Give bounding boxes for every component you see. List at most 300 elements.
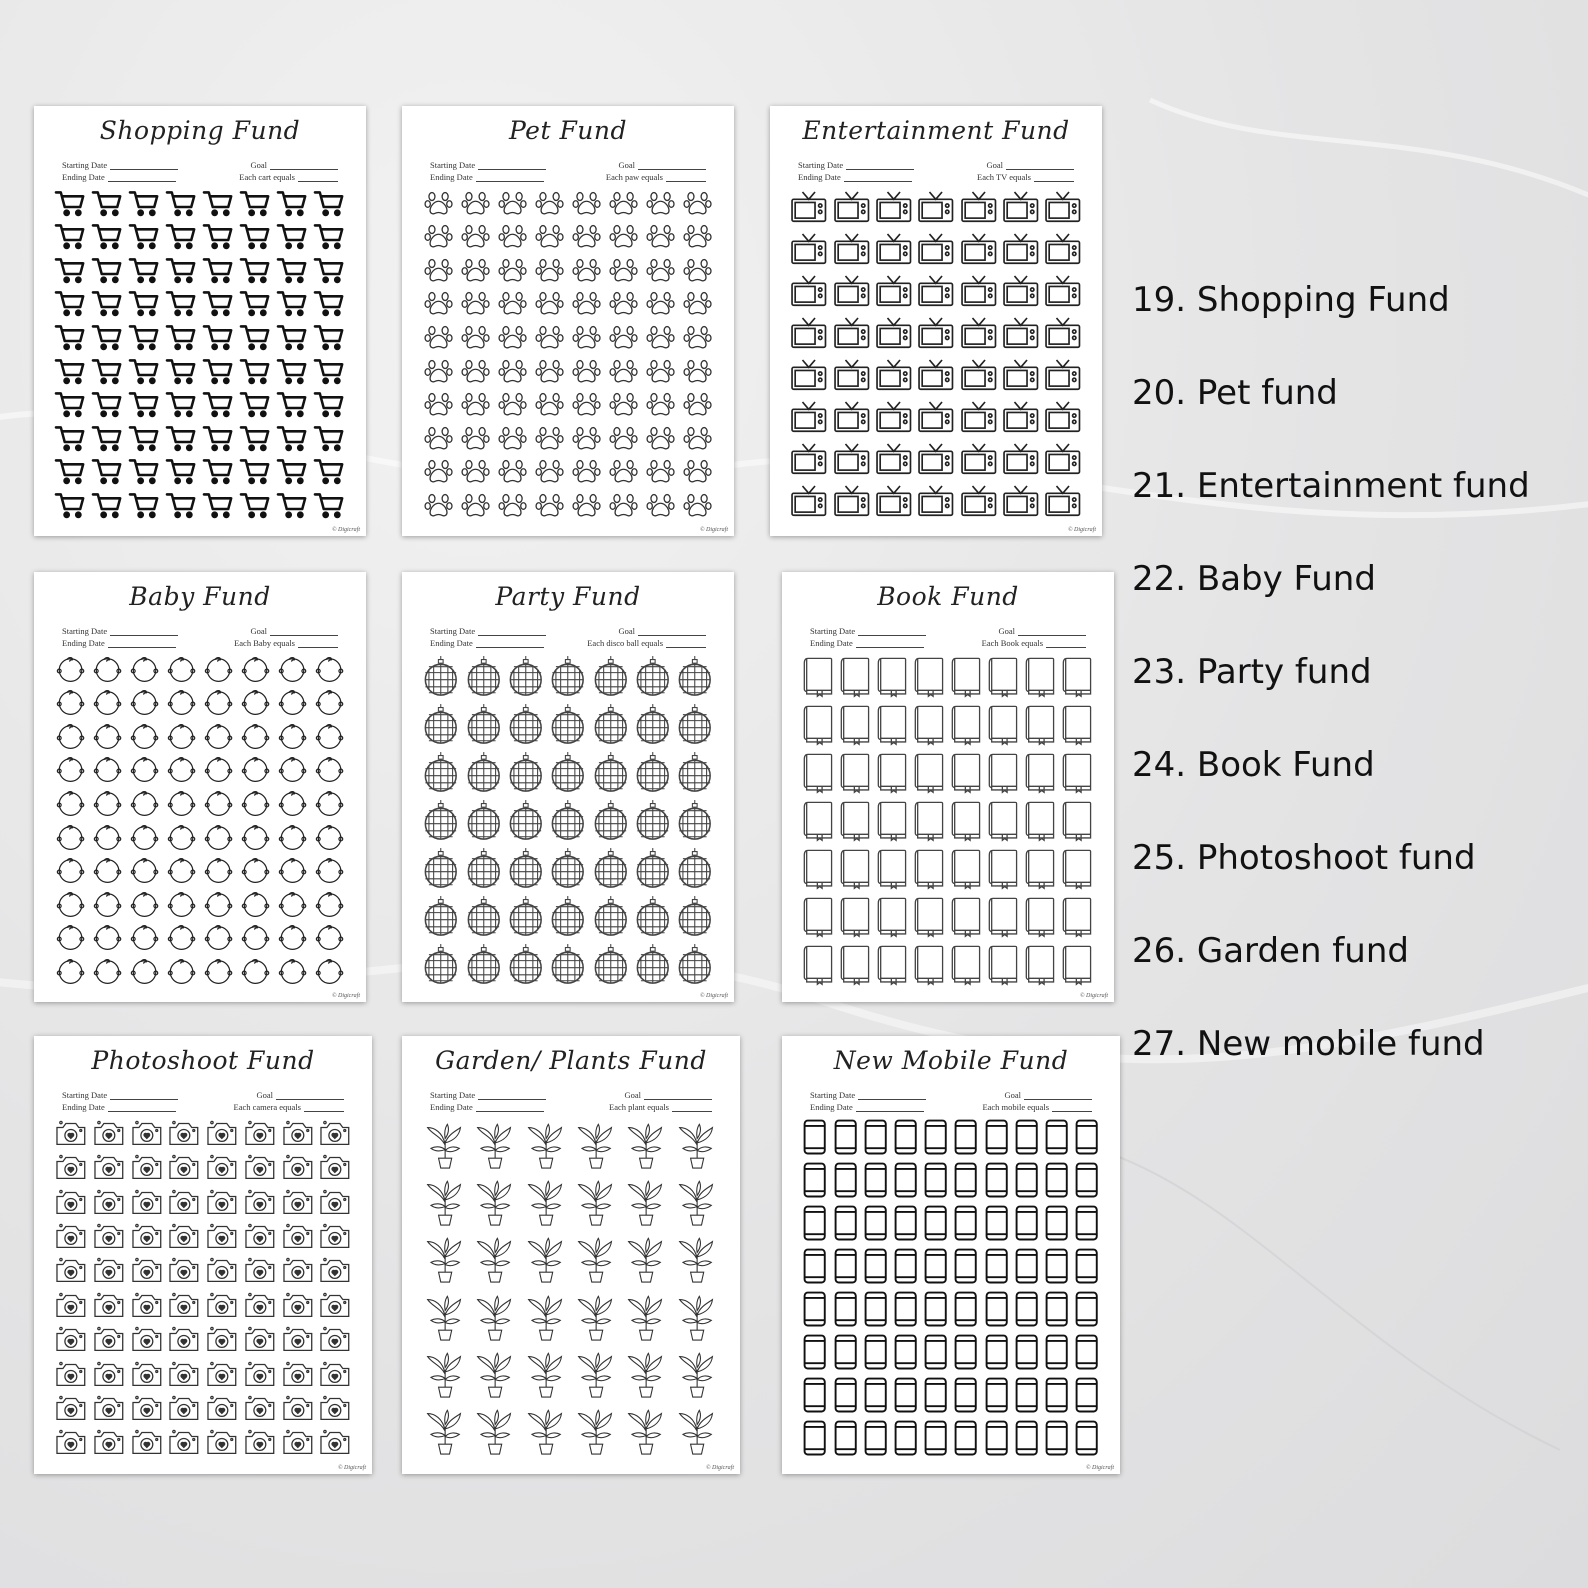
tv-icon: [957, 354, 999, 396]
book-icon: [985, 796, 1022, 844]
fund-sheet-paw: [402, 106, 734, 536]
mobile-phone-icon: [1072, 1417, 1102, 1460]
book-icon: [837, 892, 874, 940]
starting-date-field: [62, 160, 178, 170]
starting-date-field: [430, 160, 546, 170]
each-equals-label: Each cart equals: [239, 172, 295, 182]
sheet-title: Book Fund: [877, 582, 1019, 611]
copyright-mark: © Digicraft: [699, 993, 728, 999]
plant-icon: [571, 1231, 621, 1288]
camera-icon: [52, 1288, 90, 1322]
paw-icon: [568, 388, 605, 422]
meta-row-start: [430, 624, 706, 636]
paw-icon: [457, 455, 494, 489]
book-icon: [800, 748, 837, 796]
disco-ball-icon: [547, 748, 589, 796]
plant-icon: [621, 1116, 671, 1173]
book-icon: [1059, 892, 1096, 940]
disco-ball-icon: [462, 940, 504, 988]
tv-icon: [830, 270, 872, 312]
baby-face-icon: [237, 652, 274, 686]
plant-icon: [672, 1116, 722, 1173]
sheet-title: New Mobile Fund: [833, 1046, 1069, 1075]
starting-date-label: Starting Date: [810, 1090, 856, 1100]
tv-icon: [999, 270, 1041, 312]
baby-face-icon: [311, 719, 348, 753]
baby-face-icon: [274, 753, 311, 787]
paw-icon: [679, 220, 716, 254]
goal-field: [250, 626, 338, 636]
copyright-mark: © Digicraft: [705, 1465, 734, 1471]
meta-row-start: [810, 624, 1086, 636]
cart-icon: [237, 388, 274, 422]
copyright-mark: © Digicraft: [331, 993, 360, 999]
paw-icon: [568, 253, 605, 287]
cart-icon: [200, 186, 237, 220]
mobile-phone-icon: [830, 1331, 860, 1374]
disco-ball-icon: [462, 700, 504, 748]
ending-date-label: Ending Date: [810, 1102, 853, 1112]
cart-icon: [237, 488, 274, 522]
camera-icon: [279, 1391, 317, 1425]
camera-icon: [241, 1288, 279, 1322]
cart-icon: [311, 354, 348, 388]
disco-ball-icon: [674, 748, 716, 796]
disco-ball-icon: [589, 892, 631, 940]
disco-ball-icon: [505, 892, 547, 940]
goal-label: Goal: [618, 160, 635, 170]
tv-icon: [1042, 186, 1084, 228]
mobile-phone-icon: [921, 1159, 951, 1202]
mobile-phone-icon: [891, 1331, 921, 1374]
paw-icon: [457, 220, 494, 254]
paw-icon: [457, 388, 494, 422]
plant-icon: [672, 1403, 722, 1460]
mobile-phone-icon: [1042, 1245, 1072, 1288]
copyright-mark: © Digicraft: [1067, 527, 1096, 533]
paw-icon: [642, 186, 679, 220]
book-icon: [1059, 940, 1096, 988]
plant-icon: [571, 1173, 621, 1230]
camera-icon: [90, 1150, 128, 1184]
cart-icon: [126, 220, 163, 254]
baby-face-icon: [274, 954, 311, 988]
sheet-title: Entertainment Fund: [802, 116, 1070, 145]
mobile-phone-icon: [800, 1331, 830, 1374]
baby-face-icon: [311, 686, 348, 720]
tv-icon: [957, 186, 999, 228]
camera-icon: [241, 1150, 279, 1184]
cart-icon: [200, 220, 237, 254]
paw-icon: [568, 488, 605, 522]
sheet-meta: [810, 1088, 1092, 1112]
tv-icon: [873, 480, 915, 522]
book-icon: [800, 940, 837, 988]
ending-date-label: Ending Date: [62, 638, 105, 648]
baby-face-icon: [274, 652, 311, 686]
goal-label: Goal: [250, 626, 267, 636]
mobile-phone-icon: [981, 1202, 1011, 1245]
book-icon: [911, 892, 948, 940]
list-item-new-mobile-fund: 27. New mobile fund: [1132, 1024, 1485, 1064]
paw-icon: [679, 186, 716, 220]
tv-icon: [999, 228, 1041, 270]
paw-icon: [494, 186, 531, 220]
each-equals-line: [298, 173, 338, 182]
camera-icon: [165, 1288, 203, 1322]
each-equals-label: Each Baby equals: [234, 638, 295, 648]
baby-face-icon: [52, 854, 89, 888]
ending-date-field: [62, 172, 176, 182]
each-equals-field: [977, 172, 1074, 182]
paw-icon: [420, 220, 457, 254]
cart-icon: [89, 320, 126, 354]
camera-icon: [279, 1116, 317, 1150]
cart-icon: [311, 455, 348, 489]
meta-row-start: [430, 158, 706, 170]
disco-ball-icon: [547, 700, 589, 748]
goal-line: [1018, 627, 1086, 636]
baby-face-icon: [274, 854, 311, 888]
book-icon: [837, 748, 874, 796]
baby-face-icon: [237, 854, 274, 888]
each-equals-line: [304, 1103, 344, 1112]
cart-icon: [274, 287, 311, 321]
paw-icon: [605, 388, 642, 422]
mobile-phone-icon: [830, 1374, 860, 1417]
paw-icon: [531, 421, 568, 455]
baby-face-icon: [163, 921, 200, 955]
each-equals-line: [1034, 173, 1074, 182]
tv-icon: [957, 312, 999, 354]
baby-face-icon: [200, 753, 237, 787]
book-icon: [1059, 748, 1096, 796]
tv-icon: [915, 438, 957, 480]
cart-icon: [311, 421, 348, 455]
paw-icon: [568, 455, 605, 489]
cart-icon: [52, 287, 89, 321]
icon-grid: [52, 1116, 354, 1460]
list-item-pet-fund: 20. Pet fund: [1132, 373, 1338, 413]
mobile-phone-icon: [951, 1245, 981, 1288]
book-icon: [1022, 700, 1059, 748]
camera-icon: [203, 1288, 241, 1322]
paw-icon: [420, 388, 457, 422]
disco-ball-icon: [505, 844, 547, 892]
baby-face-icon: [311, 887, 348, 921]
paw-icon: [642, 253, 679, 287]
tv-icon: [788, 312, 830, 354]
cart-icon: [163, 220, 200, 254]
sheet-meta: [430, 158, 706, 182]
mobile-phone-icon: [951, 1331, 981, 1374]
cart-icon: [200, 320, 237, 354]
plant-icon: [470, 1231, 520, 1288]
baby-face-icon: [52, 686, 89, 720]
camera-icon: [241, 1219, 279, 1253]
mobile-phone-icon: [981, 1245, 1011, 1288]
tv-icon: [788, 354, 830, 396]
book-icon: [837, 700, 874, 748]
plant-icon: [521, 1403, 571, 1460]
plant-icon: [621, 1403, 671, 1460]
mobile-phone-icon: [1011, 1288, 1041, 1331]
paw-icon: [642, 320, 679, 354]
each-equals-field: [609, 1102, 712, 1112]
book-icon: [911, 940, 948, 988]
book-icon: [911, 748, 948, 796]
cart-icon: [274, 354, 311, 388]
camera-icon: [128, 1391, 166, 1425]
camera-icon: [241, 1185, 279, 1219]
cart-icon: [126, 388, 163, 422]
meta-row-start: [62, 158, 338, 170]
tv-icon: [999, 312, 1041, 354]
camera-icon: [203, 1254, 241, 1288]
camera-icon: [165, 1185, 203, 1219]
starting-date-label: Starting Date: [62, 160, 108, 170]
goal-line: [1006, 161, 1074, 170]
camera-icon: [316, 1288, 354, 1322]
paw-icon: [531, 220, 568, 254]
book-icon: [985, 748, 1022, 796]
tv-icon: [1042, 270, 1084, 312]
list-item-baby-fund: 22. Baby Fund: [1132, 559, 1376, 599]
mobile-phone-icon: [1011, 1417, 1041, 1460]
mobile-phone-icon: [800, 1374, 830, 1417]
goal-field: [618, 626, 706, 636]
tv-icon: [873, 354, 915, 396]
tv-icon: [788, 270, 830, 312]
baby-face-icon: [126, 954, 163, 988]
copyright-mark: © Digicraft: [337, 1465, 366, 1471]
paw-icon: [605, 455, 642, 489]
book-icon: [874, 844, 911, 892]
mobile-phone-icon: [891, 1374, 921, 1417]
camera-icon: [165, 1150, 203, 1184]
each-equals-label: Each Book equals: [981, 638, 1043, 648]
camera-icon: [316, 1357, 354, 1391]
paw-icon: [531, 354, 568, 388]
goal-line: [270, 627, 338, 636]
baby-face-icon: [163, 753, 200, 787]
book-icon: [1022, 796, 1059, 844]
baby-face-icon: [52, 652, 89, 686]
icon-grid: [800, 652, 1096, 988]
ending-date-field: [62, 638, 176, 648]
tv-icon: [788, 438, 830, 480]
cart-icon: [274, 455, 311, 489]
camera-icon: [52, 1185, 90, 1219]
disco-ball-icon: [420, 700, 462, 748]
tv-icon: [830, 396, 872, 438]
camera-icon: [90, 1322, 128, 1356]
book-icon: [1022, 892, 1059, 940]
camera-icon: [279, 1254, 317, 1288]
camera-icon: [241, 1254, 279, 1288]
mobile-phone-icon: [891, 1159, 921, 1202]
plant-icon: [521, 1231, 571, 1288]
mobile-phone-icon: [860, 1159, 890, 1202]
book-icon: [874, 700, 911, 748]
paw-icon: [531, 253, 568, 287]
mobile-phone-icon: [830, 1417, 860, 1460]
disco-ball-icon: [631, 892, 673, 940]
disco-ball-icon: [674, 940, 716, 988]
fund-list: [1132, 278, 1530, 1115]
copyright-mark: © Digicraft: [1079, 993, 1108, 999]
mobile-phone-icon: [981, 1116, 1011, 1159]
cart-icon: [89, 421, 126, 455]
camera-icon: [128, 1219, 166, 1253]
icon-grid: [420, 652, 716, 988]
each-equals-field: [239, 172, 338, 182]
paw-icon: [420, 455, 457, 489]
copyright-mark: © Digicraft: [699, 527, 728, 533]
plant-icon: [420, 1288, 470, 1345]
paw-icon: [494, 421, 531, 455]
camera-icon: [241, 1357, 279, 1391]
cart-icon: [126, 354, 163, 388]
disco-ball-icon: [631, 940, 673, 988]
camera-icon: [279, 1288, 317, 1322]
book-icon: [874, 940, 911, 988]
cart-icon: [311, 388, 348, 422]
cart-icon: [89, 488, 126, 522]
baby-face-icon: [89, 753, 126, 787]
paw-icon: [642, 287, 679, 321]
starting-date-label: Starting Date: [62, 1090, 108, 1100]
cart-icon: [126, 455, 163, 489]
ending-date-line: [476, 639, 544, 648]
baby-face-icon: [163, 786, 200, 820]
baby-face-icon: [89, 954, 126, 988]
camera-icon: [203, 1391, 241, 1425]
mobile-phone-icon: [951, 1417, 981, 1460]
cart-icon: [274, 186, 311, 220]
mobile-phone-icon: [860, 1288, 890, 1331]
tv-icon: [873, 396, 915, 438]
cart-icon: [274, 488, 311, 522]
baby-face-icon: [89, 786, 126, 820]
paw-icon: [605, 287, 642, 321]
baby-face-icon: [274, 786, 311, 820]
book-icon: [948, 748, 985, 796]
book-icon: [948, 652, 985, 700]
paw-icon: [605, 354, 642, 388]
tv-icon: [830, 186, 872, 228]
disco-ball-icon: [505, 700, 547, 748]
fund-sheet-baby-face: [34, 572, 366, 1002]
plant-icon: [420, 1403, 470, 1460]
disco-ball-icon: [547, 940, 589, 988]
tv-icon: [1042, 438, 1084, 480]
tv-icon: [830, 354, 872, 396]
baby-face-icon: [200, 887, 237, 921]
camera-icon: [279, 1150, 317, 1184]
disco-ball-icon: [505, 652, 547, 700]
tv-icon: [999, 438, 1041, 480]
cart-icon: [89, 455, 126, 489]
mobile-phone-icon: [891, 1202, 921, 1245]
camera-icon: [90, 1391, 128, 1425]
cart-icon: [163, 186, 200, 220]
cart-icon: [200, 253, 237, 287]
camera-icon: [165, 1322, 203, 1356]
paw-icon: [420, 488, 457, 522]
baby-face-icon: [237, 954, 274, 988]
fund-sheet-mobile-phone: [782, 1036, 1120, 1474]
paw-icon: [494, 455, 531, 489]
cart-icon: [126, 186, 163, 220]
camera-icon: [90, 1116, 128, 1150]
camera-icon: [316, 1391, 354, 1425]
cart-icon: [89, 220, 126, 254]
starting-date-line: [110, 1091, 178, 1100]
fund-sheet-book: [782, 572, 1114, 1002]
paw-icon: [568, 186, 605, 220]
mobile-phone-icon: [1072, 1288, 1102, 1331]
mobile-phone-icon: [921, 1116, 951, 1159]
camera-icon: [90, 1426, 128, 1460]
baby-face-icon: [274, 686, 311, 720]
cart-icon: [237, 455, 274, 489]
sheet-title: Baby Fund: [129, 582, 271, 611]
paw-icon: [568, 220, 605, 254]
camera-icon: [90, 1185, 128, 1219]
camera-icon: [90, 1357, 128, 1391]
starting-date-line: [478, 161, 546, 170]
cart-icon: [237, 421, 274, 455]
disco-ball-icon: [547, 796, 589, 844]
book-icon: [800, 796, 837, 844]
cart-icon: [311, 320, 348, 354]
tv-icon: [830, 228, 872, 270]
tv-icon: [999, 396, 1041, 438]
meta-row-end: [810, 1100, 1092, 1112]
baby-face-icon: [311, 753, 348, 787]
paw-icon: [679, 488, 716, 522]
cart-icon: [237, 287, 274, 321]
baby-face-icon: [52, 887, 89, 921]
goal-line: [1024, 1091, 1092, 1100]
meta-row-end: [430, 170, 706, 182]
tv-icon: [873, 228, 915, 270]
starting-date-label: Starting Date: [430, 1090, 476, 1100]
plant-icon: [571, 1288, 621, 1345]
ending-date-line: [856, 1103, 924, 1112]
paw-icon: [494, 488, 531, 522]
baby-face-icon: [200, 786, 237, 820]
book-icon: [985, 844, 1022, 892]
baby-face-icon: [200, 686, 237, 720]
cart-icon: [311, 253, 348, 287]
tv-icon: [788, 186, 830, 228]
icon-grid: [788, 186, 1084, 522]
cart-icon: [126, 421, 163, 455]
starting-date-field: [430, 626, 546, 636]
paw-icon: [420, 354, 457, 388]
cart-icon: [274, 253, 311, 287]
paw-icon: [420, 287, 457, 321]
book-icon: [911, 652, 948, 700]
meta-row-start: [430, 1088, 712, 1100]
cart-icon: [163, 455, 200, 489]
cart-icon: [52, 488, 89, 522]
camera-icon: [241, 1116, 279, 1150]
sheet-meta: [430, 1088, 712, 1112]
sheet-title: Garden/ Plants Fund: [435, 1046, 707, 1075]
